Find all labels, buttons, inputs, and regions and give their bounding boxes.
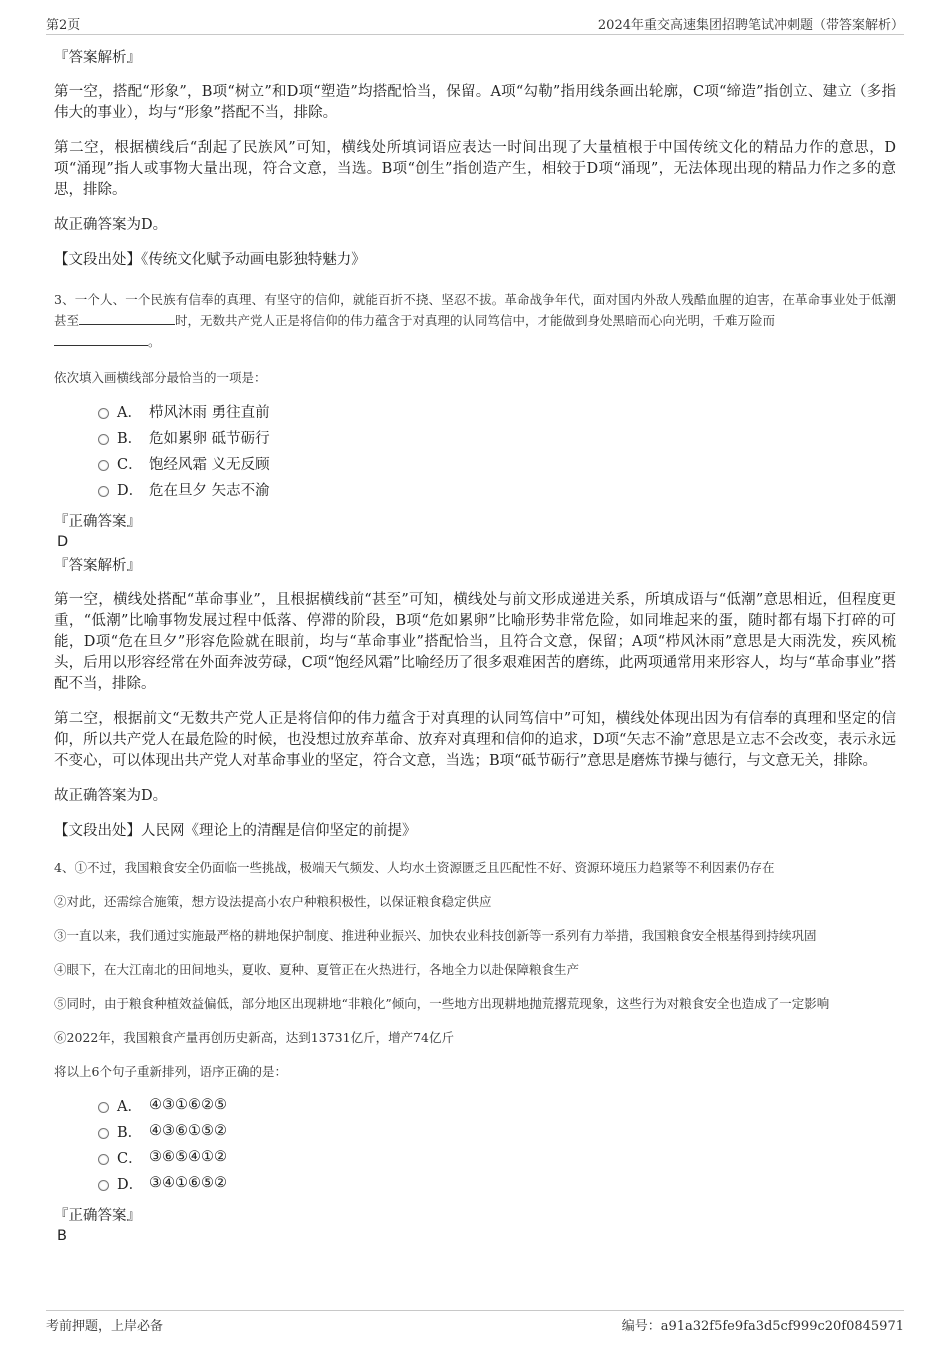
- q3-stem: [54, 289, 896, 352]
- q2-conclusion: 故正确答案为D。: [54, 217, 168, 233]
- q4-sentence-3: ③一直以来，我们通过实施最严格的耕地保护制度、推进种业振兴、加快农业科技创新等一系列有力举措，我国粮食安全根基得到持续巩固: [54, 928, 817, 943]
- q4-options: [98, 1092, 896, 1196]
- q4-sentence-4: ④眼下，在大江南北的田间地头，夏收、夏种、夏管正在火热进行，各地全力以赴保障粮食生产: [54, 962, 580, 977]
- q3-source: 【文段出处】人民网《理论上的清醒是信仰坚定的前提》: [54, 823, 417, 839]
- radio-icon[interactable]: [98, 1180, 109, 1191]
- page-content: [54, 44, 896, 1246]
- radio-icon[interactable]: [98, 1154, 109, 1165]
- q3-blank-1: [79, 310, 175, 325]
- radio-icon[interactable]: [98, 486, 109, 497]
- q4-answer: B: [57, 1228, 67, 1244]
- q4-sentence-6: ⑥2022年，我国粮食产量再创历史新高，达到13731亿斤，增产74亿斤: [54, 1030, 454, 1045]
- page-number: 第2页: [46, 18, 81, 33]
- document-title: 2024年重交高速集团招聘笔试冲刺题（带答案解析）: [597, 18, 904, 33]
- q4-prompt: 将以上6个句子重新排列，语序正确的是：: [54, 1064, 287, 1079]
- q3-analysis-para-1: 第一空，横线处搭配“革命事业”，且根据横线前“甚至”可知，横线处与前文形成递进关系，所填成语与“低潮”意思相近，但程度更重，“低潮”比喻事物发展过程中低落、停滞的阶段，B项“危如累卵”比喻形势非常危险，如同堆起来的蛋，随时都有塌下打碎的可能，D项“危在旦夕”形容危险就在眼前，均与“革命事业”搭配恰当，且符合文意，保留；A项“栉风沐雨”意思是大雨洗发，疾风梳头，后用以形容经常在外面奔波劳碌，C项“饱经风霜”比喻经历了很多艰难困苦的磨练，此两项通常用来形容人，均与“革命事业”搭配不当，排除。: [54, 592, 896, 692]
- q3-conclusion: 故正确答案为D。: [54, 788, 168, 804]
- radio-icon[interactable]: [98, 408, 109, 419]
- q3-prompt: 依次填入画横线部分最恰当的一项是：: [54, 370, 267, 385]
- radio-icon[interactable]: [98, 460, 109, 471]
- q4-option-d[interactable]: D． ③④①⑥⑤②: [98, 1170, 896, 1196]
- q4-option-c[interactable]: C． ③⑥⑤④①②: [98, 1144, 896, 1170]
- footer-slogan: 考前押题，上岸必备: [46, 1319, 164, 1334]
- q3-stem-part-1: 3、一个人、一个民族有信奉的真理、有坚守的信仰，就能百折不挠、坚忍不拔。革命战争年代，面对国内外敌人残酷血腥的迫害，在革命事业处于低潮甚至: [54, 292, 896, 328]
- q4-sentence-2: ②对此，还需综合施策，想方设法提高小农户种粮积极性，以保证粮食稳定供应: [54, 894, 492, 909]
- q2-source: 【文段出处】《传统文化赋予动画电影独特魅力》: [54, 252, 366, 268]
- page-header: [46, 12, 904, 35]
- q3-answer: D: [57, 534, 69, 550]
- q3-option-b[interactable]: B． 危如累卵 砥节砺行: [98, 424, 896, 450]
- q2-analysis-label: 『答案解析』: [54, 50, 141, 66]
- q2-analysis-para-1: 第一空，搭配“形象”，B项“树立”和D项“塑造”均搭配恰当，保留。A项“勾勒”指用线条画出轮廓，C项“缔造”指创立、建立（多指伟大的事业），均与“形象”搭配不当，排除。: [54, 84, 896, 121]
- radio-icon[interactable]: [98, 434, 109, 445]
- q3-options: [98, 398, 896, 502]
- q3-option-a[interactable]: A． 栉风沐雨 勇往直前: [98, 398, 896, 424]
- q3-blank-2: [54, 331, 148, 346]
- q3-analysis-para-2: 第二空，根据前文“无数共产党人正是将信仰的伟力蕴含于对真理的认同笃信中”可知，横线处体现出因为有信奉的真理和坚定的信仰，所以共产党人在最危险的时候，也没想过放弃革命、放弃对真理和信仰的追求，D项“矢志不渝”意思是立志不会改变，表示永远不变心，可以体现出共产党人对革命事业的坚定，符合文意，当选；B项“砥节砺行”意思是磨炼节操与德行，与文意无关，排除。: [54, 711, 896, 769]
- q4-sentence-5: ⑤同时，由于粮食种植效益偏低，部分地区出现耕地“非粮化”倾向，一些地方出现耕地抛荒撂荒现象，这些行为对粮食安全也造成了一定影响: [54, 996, 830, 1011]
- q3-stem-part-3: 。: [148, 334, 161, 349]
- radio-icon[interactable]: [98, 1128, 109, 1139]
- radio-icon[interactable]: [98, 1102, 109, 1113]
- page-footer: [46, 1310, 904, 1335]
- q4-option-a[interactable]: A． ④③①⑥②⑤: [98, 1092, 896, 1118]
- q4-sentence-1: 4、①不过，我国粮食安全仍面临一些挑战，极端天气频发、人均水土资源匮乏且匹配性不好、资源环境压力趋紧等不利因素仍存在: [54, 860, 775, 875]
- q4-option-b[interactable]: B． ④③⑥①⑤②: [98, 1118, 896, 1144]
- document-code: 编号：a91a32f5fe9fa3d5cf999c20f0845971: [621, 1319, 904, 1334]
- q3-stem-part-2: 时，无数共产党人正是将信仰的伟力蕴含于对真理的认同笃信中，才能做到身处黑暗而心向光明，千难万险而: [175, 313, 776, 328]
- q3-answer-label: 『正确答案』: [54, 514, 141, 530]
- q2-analysis-para-2: 第二空，根据横线后“刮起了民族风”可知，横线处所填词语应表达一时间出现了大量植根于中国传统文化的精品力作的意思，D项“涌现”指人或事物大量出现，符合文意，当选。B项“创生”指创造产生，相较于D项“涌现”，无法体现出现的精品力作之多的意思，排除。: [54, 140, 896, 198]
- q4-answer-label: 『正确答案』: [54, 1208, 141, 1224]
- q3-option-c[interactable]: C． 饱经风霜 义无反顾: [98, 450, 896, 476]
- q3-option-d[interactable]: D． 危在旦夕 矢志不渝: [98, 476, 896, 502]
- q3-analysis-label: 『答案解析』: [54, 558, 141, 574]
